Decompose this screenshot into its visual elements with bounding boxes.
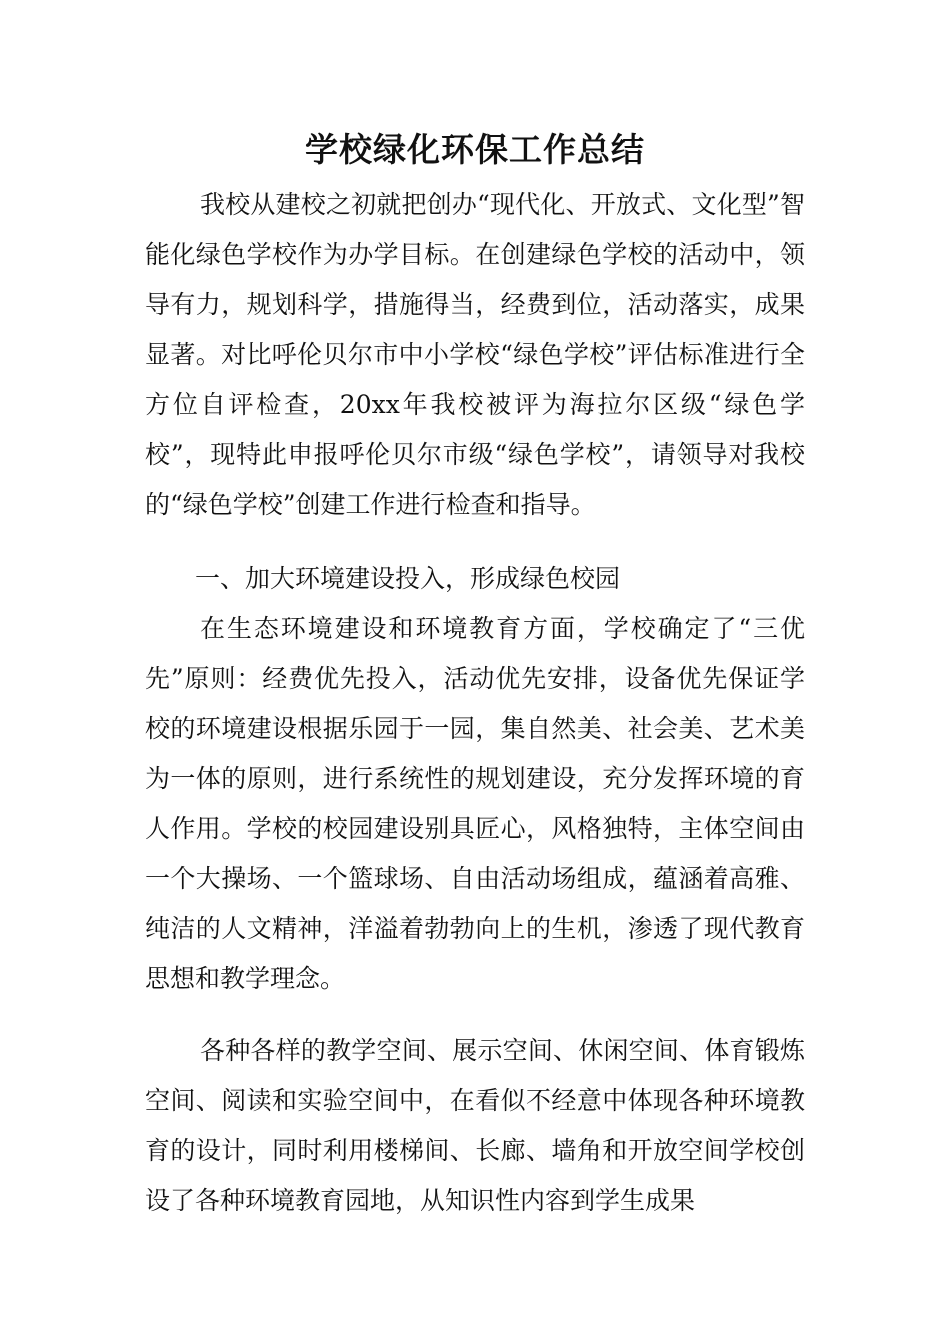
section-heading-1: 一、加大环境建设投入，形成绿色校园 [195,564,621,593]
document-page [145,128,805,1226]
section1-paragraph-2: 各种各样的教学空间、展示空间、休闲空间、体育锻炼空间、阅读和实验空间中，在看似不经意中体现各种环境教育的设计，同时利用楼梯间、长廊、墙角和开放空间学校创设了各种环境教育园地，从知识性内容到学生成果 [145,1036,805,1215]
section1-paragraph-1: 在生态环境建设和环境教育方面，学校确定了“三优先”原则：经费优先投入，活动优先安排，设备优先保证学校的环境建设根据乐园于一园，集自然美、社会美、艺术美为一体的原则，进行系统性的规划建设，充分发挥环境的育人作用。学校的校园建设别具匠心，风格独特，主体空间由一个大操场、一个篮球场、自由活动场组成，蕴涵着高雅、纯洁的人文精神，洋溢着勃勃向上的生机，渗透了现代教育思想和教学理念。 [145,614,805,993]
document-title: 学校绿化环保工作总结 [305,130,645,169]
intro-paragraph: 我校从建校之初就把创办“现代化、开放式、文化型”智能化绿色学校作为办学目标。在创建绿色学校的活动中，领导有力，规划科学，措施得当，经费到位，活动落实，成果显著。对比呼伦贝尔市中小学校“绿色学校”评估标准进行全方位自评检查，20xx年我校被评为海拉尔区级“绿色学校”，现特此申报呼伦贝尔市级“绿色学校”，请领导对我校的“绿色学校”创建工作进行检查和指导。 [145,190,805,519]
